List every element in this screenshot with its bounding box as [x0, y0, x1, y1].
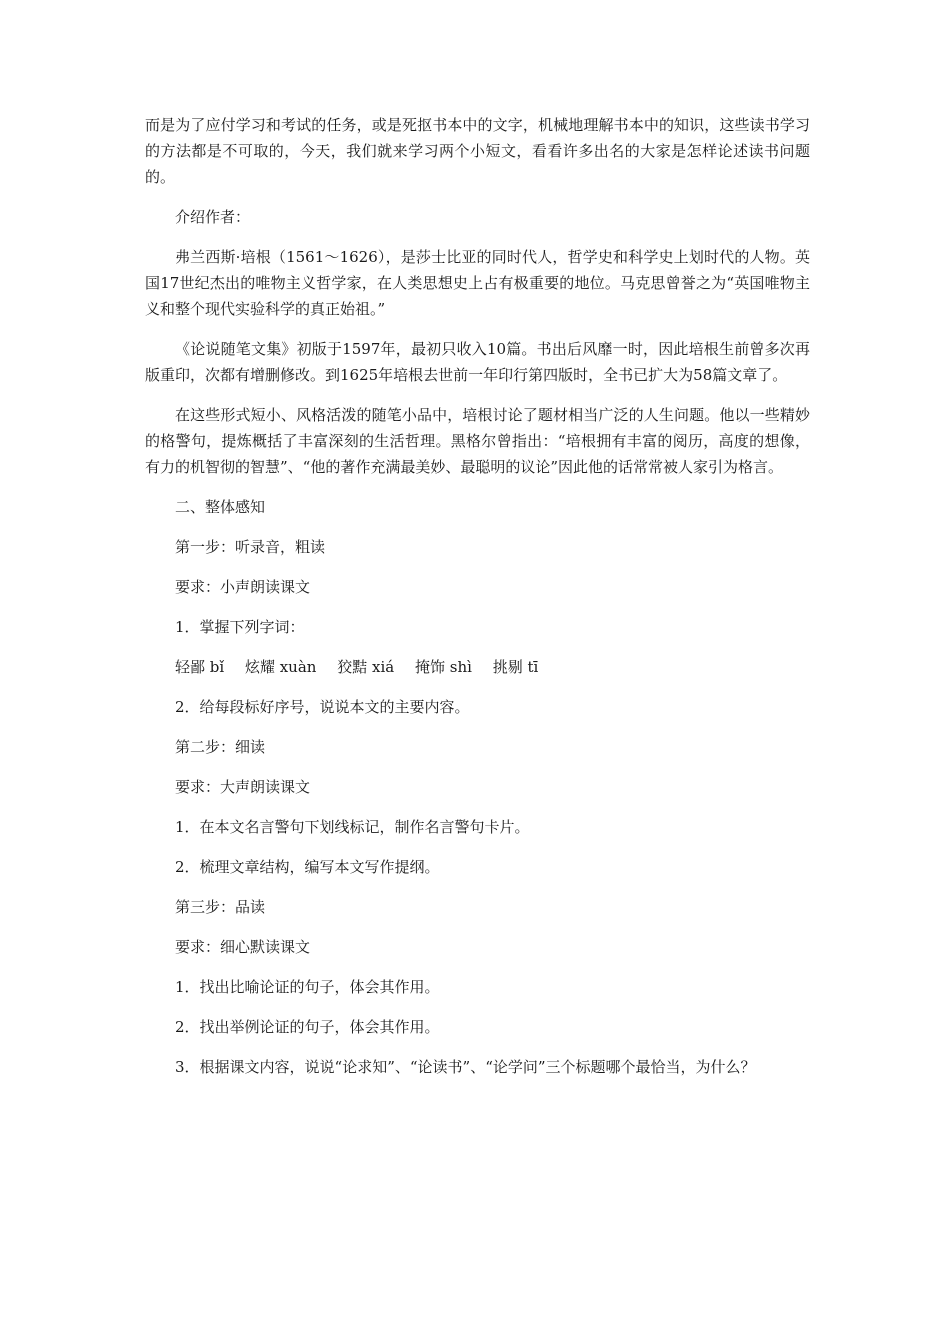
task-vocab: 1．掌握下列字词： [175, 618, 305, 636]
paragraph-bacon: 弗兰西斯·培根（1561～1626），是莎士比亚的同时代人，哲学史和科学史上划时代的人物。英国17世纪杰出的唯物主义哲学家，在人类思想史上占有极重要的地位。马克思曾誉之为“英国唯物主义和整个现代实验科学的真正始祖。” [145, 248, 810, 318]
heading-overall: 二、整体感知 [175, 498, 266, 516]
paragraph-essays: 《论说随笔文集》初版于1597年，最初只收入10篇。书出后风靡一时，因此培根生前曾多次再版重印，次都有增删修改。到1625年培根去世前一年印行第四版时，全书已扩大为58篇文章了。 [145, 340, 810, 384]
vocab-word: 挑剔 tī [492, 658, 539, 676]
requirement-two: 要求：大声朗读课文 [175, 778, 311, 796]
task-summary: 2．给每段标好序号，说说本文的主要内容。 [175, 698, 470, 716]
task-title: 3．根据课文内容，说说“论求知”、“论读书”、“论学问”三个标题哪个最恰当，为什么？ [175, 1058, 756, 1076]
requirement-three: 要求：细心默读课文 [175, 938, 311, 956]
step-one: 第一步：听录音，粗读 [175, 538, 326, 556]
vocab-word: 炫耀 xuàn [244, 658, 317, 676]
requirement-one: 要求：小声朗读课文 [175, 578, 311, 596]
vocab-word: 狡黠 xiá [337, 658, 395, 676]
vocab-word: 轻鄙 bǐ [175, 658, 225, 676]
step-two: 第二步：细读 [175, 738, 266, 756]
task-quotes: 1．在本文名言警句下划线标记，制作名言警句卡片。 [175, 818, 530, 836]
task-outline: 2．梳理文章结构，编写本文写作提纲。 [175, 858, 440, 876]
vocab-word: 掩饰 shì [414, 658, 472, 676]
paragraph-hegel: 在这些形式短小、风格活泼的随笔小品中，培根讨论了题材相当广泛的人生问题。他以一些精妙的格警句，提炼概括了丰富深刻的生活哲理。黑格尔曾指出：“培根拥有丰富的阅历，高度的想像，有力的机智彻的智慧”、“他的著作充满最美妙、最聪明的议论”因此他的话常常被人家引为格言。 [145, 406, 810, 476]
heading-author: 介绍作者： [175, 208, 251, 226]
task-metaphor: 1．找出比喻论证的句子，体会其作用。 [175, 978, 440, 996]
task-example: 2．找出举例论证的句子，体会其作用。 [175, 1018, 440, 1036]
paragraph-intro: 而是为了应付学习和考试的任务，或是死抠书本中的文字，机械地理解书本中的知识，这些读书学习的方法都是不可取的，今天，我们就来学习两个小短文，看看许多出名的大家是怎样论述读书问题的。 [145, 116, 810, 186]
vocab-row [145, 654, 810, 680]
document-page [145, 112, 810, 1080]
step-three: 第三步：品读 [175, 898, 266, 916]
